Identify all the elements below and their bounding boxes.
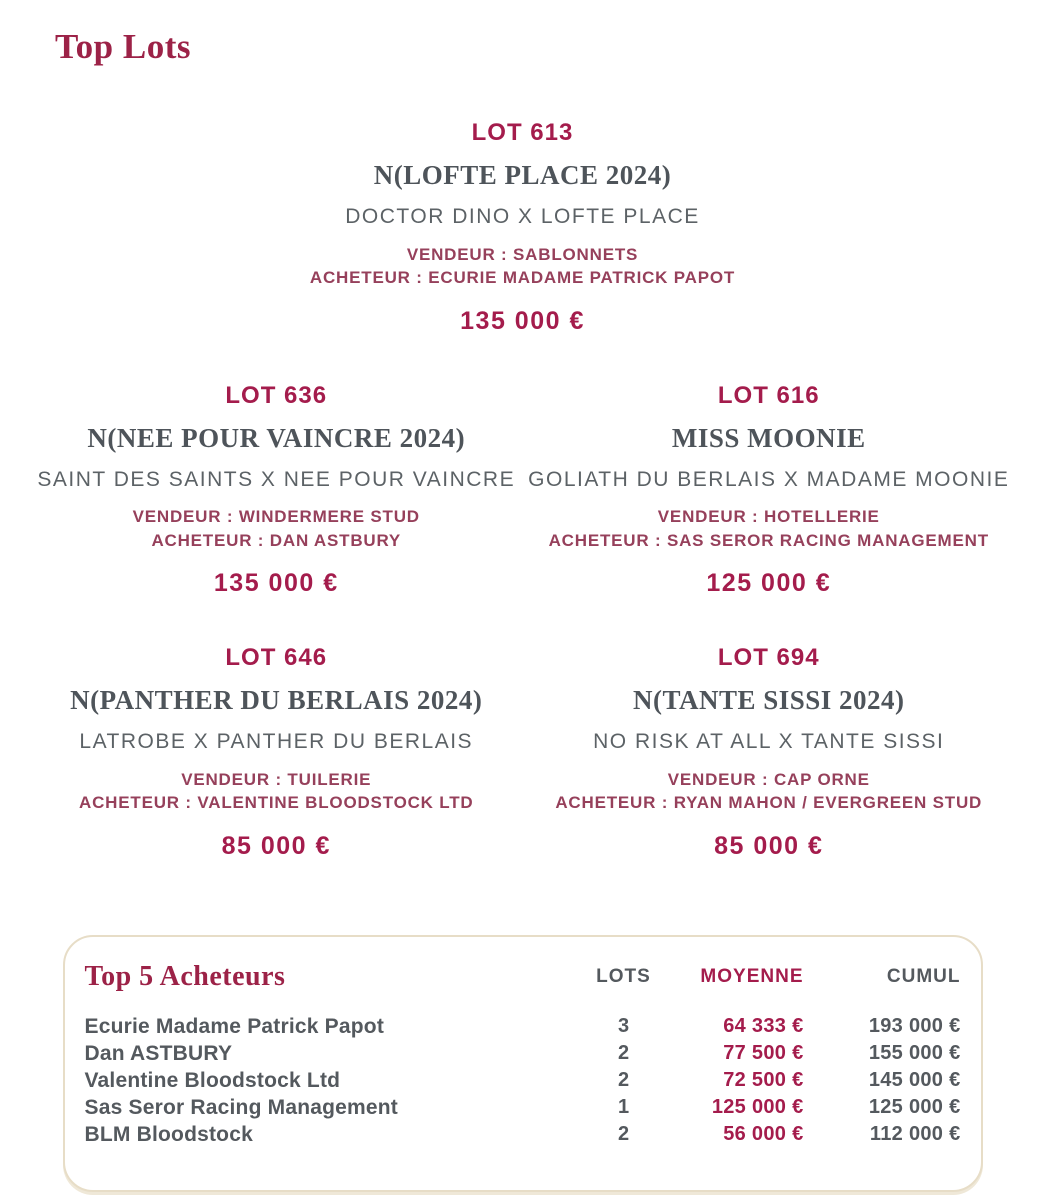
horse-name: N(PANTHER DU BERLAIS 2024) (70, 685, 483, 716)
acheteur-line: ACHETEUR : SAS SEROR RACING MANAGEMENT (548, 530, 989, 550)
pedigree: GOLIATH DU BERLAIS X MADAME MOONIE (528, 467, 1010, 491)
vendeur-line: VENDEUR : CAP ORNE (667, 769, 870, 789)
buyer-total: 193 000 € (868, 1014, 961, 1037)
table-row (85, 1067, 961, 1094)
lot-card-646 (35, 644, 518, 861)
buyer-name: Valentine Bloodstock Ltd (84, 1068, 341, 1092)
column-header-cumul: CUMUL (886, 965, 961, 987)
page-title: Top Lots (55, 27, 191, 66)
acheteur-line: ACHETEUR : ECURIE MADAME PATRICK PAPOT (309, 268, 736, 288)
lot-number: LOT 636 (225, 381, 328, 409)
lot-card-613 (243, 119, 803, 336)
buyer-name: Sas Seror Racing Management (84, 1095, 398, 1119)
buyer-lots-count: 2 (617, 1068, 630, 1091)
pedigree: LATROBE X PANTHER DU BERLAIS (79, 730, 474, 754)
buyer-total: 155 000 € (868, 1041, 961, 1064)
pedigree: NO RISK AT ALL X TANTE SISSI (593, 730, 945, 754)
table-row (85, 1094, 961, 1121)
acheteur-line: ACHETEUR : VALENTINE BLOODSTOCK LTD (79, 793, 474, 813)
price: 85 000 € (221, 831, 331, 860)
price: 135 000 € (460, 306, 585, 335)
price: 125 000 € (706, 569, 832, 598)
vendeur-line: VENDEUR : SABLONNETS (406, 244, 639, 264)
top-lots-grid (35, 119, 1010, 861)
lot-card-616 (528, 382, 1011, 599)
table-row (85, 1040, 961, 1067)
lot-number: LOT 616 (717, 381, 820, 409)
pedigree: SAINT DES SAINTS X NEE POUR VAINCRE (37, 467, 516, 491)
buyer-name: Ecurie Madame Patrick Papot (84, 1014, 385, 1038)
buyer-average: 56 000 € (723, 1122, 804, 1145)
buyer-lots-count: 3 (617, 1014, 630, 1037)
buyer-lots-count: 2 (617, 1041, 630, 1064)
column-header-moyenne: MOYENNE (700, 965, 804, 987)
column-header-lots: LOTS (596, 965, 651, 987)
buyer-average: 125 000 € (711, 1095, 804, 1118)
acheteur-line: ACHETEUR : RYAN MAHON / EVERGREEN STUD (555, 793, 983, 813)
buyer-total: 145 000 € (868, 1068, 961, 1091)
table-row (85, 1013, 961, 1040)
lot-number: LOT 613 (471, 119, 574, 146)
buyers-table-header (85, 961, 961, 993)
buyer-lots-count: 1 (617, 1095, 630, 1118)
buyer-average: 77 500 € (723, 1041, 804, 1064)
table-row (85, 1121, 961, 1148)
horse-name: MISS MOONIE (671, 422, 866, 453)
vendeur-line: VENDEUR : TUILERIE (181, 769, 372, 789)
horse-name: N(NEE POUR VAINCRE 2024) (87, 422, 466, 453)
buyer-total: 125 000 € (868, 1095, 961, 1118)
price: 85 000 € (714, 831, 824, 860)
vendeur-line: VENDEUR : HOTELLERIE (657, 507, 880, 527)
pedigree: DOCTOR DINO X LOFTE PLACE (345, 205, 700, 228)
price: 135 000 € (213, 569, 339, 598)
horse-name: N(TANTE SISSI 2024) (632, 685, 905, 716)
buyer-name: BLM Bloodstock (84, 1122, 253, 1146)
buyer-average: 64 333 € (723, 1014, 804, 1037)
lot-number: LOT 646 (225, 644, 328, 672)
acheteur-line: ACHETEUR : DAN ASTBURY (151, 530, 402, 550)
buyer-average: 72 500 € (723, 1068, 804, 1091)
lot-number: LOT 694 (717, 644, 820, 672)
top-buyers-card (63, 935, 983, 1192)
horse-name: N(LOFTE PLACE 2024) (373, 160, 672, 190)
buyers-table-title: Top 5 Acheteurs (84, 960, 286, 992)
lot-card-636 (35, 382, 518, 599)
buyer-name: Dan ASTBURY (84, 1041, 233, 1065)
lot-card-694 (528, 644, 1011, 861)
vendeur-line: VENDEUR : WINDERMERE STUD (132, 507, 420, 527)
sales-recap-page (0, 27, 1045, 1200)
buyer-lots-count: 2 (617, 1122, 630, 1145)
buyer-total: 112 000 € (869, 1122, 961, 1145)
